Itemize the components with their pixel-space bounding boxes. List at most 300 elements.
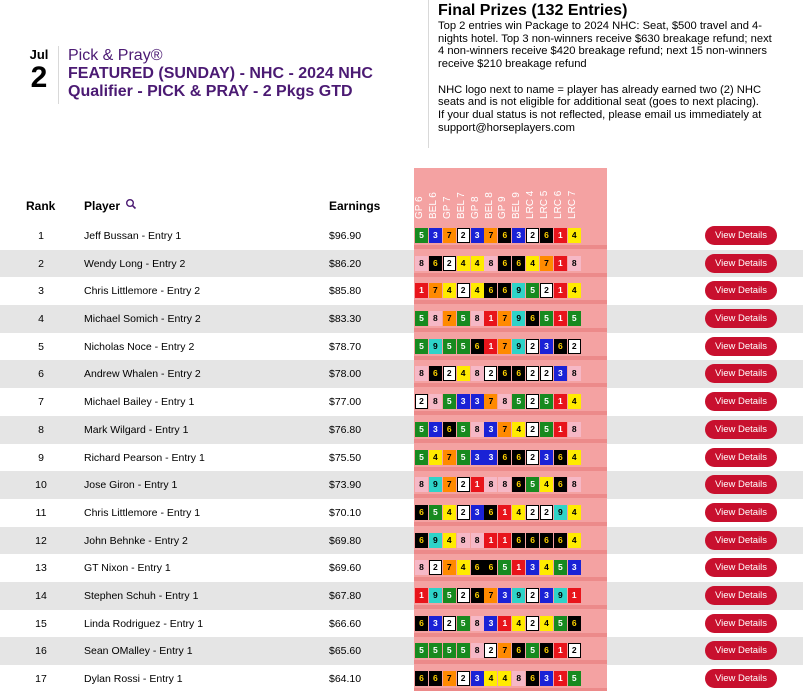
saddle-cloth-pick: 2 <box>526 505 539 520</box>
saddle-cloth-pick: 2 <box>526 394 539 409</box>
saddle-cloth-pick: 3 <box>568 560 581 575</box>
prizes-title: Final Prizes (132 Entries) <box>438 2 628 19</box>
player-name: Jeff Bussan - Entry 1 <box>84 230 182 242</box>
picks-strip <box>414 305 607 333</box>
earnings-cell: $77.00 <box>329 396 362 409</box>
saddle-cloth-pick: 8 <box>415 477 428 492</box>
saddle-cloth-pick: 3 <box>471 505 484 520</box>
saddle-cloth-pick: 8 <box>568 366 581 381</box>
table-row <box>0 388 803 416</box>
saddle-cloth-pick: 2 <box>540 505 553 520</box>
saddle-cloth-pick: 6 <box>554 339 567 354</box>
saddle-cloth-pick: 6 <box>540 228 553 243</box>
saddle-cloth-pick: 7 <box>498 422 511 437</box>
saddle-cloth-pick: 8 <box>568 477 581 492</box>
table-row <box>0 277 803 305</box>
table-row <box>0 582 803 610</box>
saddle-cloth-pick: 4 <box>457 256 470 271</box>
saddle-cloth-pick: 6 <box>540 643 553 658</box>
saddle-cloth-pick: 1 <box>554 228 567 243</box>
races-header <box>414 168 607 222</box>
saddle-cloth-pick: 1 <box>568 588 581 603</box>
saddle-cloth-pick: 8 <box>429 394 442 409</box>
picks-strip <box>414 333 607 361</box>
picks-cells <box>415 588 582 603</box>
saddle-cloth-pick: 6 <box>429 671 442 686</box>
saddle-cloth-pick: 3 <box>429 422 442 437</box>
picks-cells <box>415 616 582 631</box>
saddle-cloth-pick: 6 <box>526 311 539 326</box>
saddle-cloth-pick: 4 <box>457 560 470 575</box>
view-details-button[interactable]: View Details <box>705 586 777 605</box>
saddle-cloth-pick: 9 <box>429 339 442 354</box>
saddle-cloth-pick: 6 <box>415 505 428 520</box>
saddle-cloth-pick: 6 <box>498 228 511 243</box>
player-name: Richard Pearson - Entry 1 <box>84 451 205 464</box>
picks-strip-band <box>414 328 607 332</box>
rank-cell: 7 <box>38 396 44 409</box>
saddle-cloth-pick: 2 <box>526 228 539 243</box>
saddle-cloth-pick: 4 <box>540 560 553 575</box>
saddle-cloth-pick: 8 <box>512 671 525 686</box>
rank-cell: 13 <box>35 562 47 575</box>
saddle-cloth-pick: 9 <box>512 339 525 354</box>
saddle-cloth-pick: 3 <box>484 616 497 631</box>
saddle-cloth-pick: 6 <box>484 283 497 298</box>
saddle-cloth-pick: 6 <box>498 283 511 298</box>
rank-cell: 6 <box>38 368 44 381</box>
picks-cells <box>415 422 582 437</box>
saddle-cloth-pick: 3 <box>512 228 525 243</box>
saddle-cloth-pick: 1 <box>554 283 567 298</box>
picks-strip <box>414 637 607 665</box>
saddle-cloth-pick: 6 <box>498 450 511 465</box>
saddle-cloth-pick: 2 <box>526 366 539 381</box>
table-row <box>0 222 803 250</box>
picks-cells <box>415 477 582 492</box>
saddle-cloth-pick: 3 <box>540 339 553 354</box>
player-name: Michael Bailey - Entry 1 <box>84 396 195 409</box>
saddle-cloth-pick: 3 <box>429 228 442 243</box>
table-row <box>0 444 803 472</box>
picks-cells <box>415 671 582 686</box>
picks-cells <box>415 366 582 381</box>
view-details-button[interactable]: View Details <box>705 475 777 494</box>
picks-strip-band <box>414 467 607 471</box>
picks-strip <box>414 360 607 388</box>
saddle-cloth-pick: 4 <box>457 366 470 381</box>
saddle-cloth-pick: 2 <box>540 366 553 381</box>
player-name: Linda Rodriguez - Entry 1 <box>84 617 204 630</box>
prizes-panel <box>438 2 778 134</box>
picks-strip-band <box>414 300 607 304</box>
earnings-cell: $86.20 <box>329 257 362 270</box>
saddle-cloth-pick: 4 <box>568 283 581 298</box>
race-label-text: LRC 6 <box>553 190 564 219</box>
race-label <box>443 171 454 219</box>
saddle-cloth-pick: 3 <box>540 450 553 465</box>
race-label-text: LRC 7 <box>566 190 578 219</box>
saddle-cloth-pick: 7 <box>484 588 497 603</box>
saddle-cloth-pick: 5 <box>415 311 428 326</box>
saddle-cloth-pick: 2 <box>457 588 470 603</box>
saddle-cloth-pick: 6 <box>415 616 428 631</box>
player-name: Nicholas Noce - Entry 2 <box>84 340 195 353</box>
rank-cell: 5 <box>38 340 44 353</box>
table-row <box>0 637 803 665</box>
view-details-button[interactable]: View Details <box>705 420 777 439</box>
view-details-button[interactable]: View Details <box>705 669 777 688</box>
saddle-cloth-pick: 5 <box>457 311 470 326</box>
picks-strip <box>414 554 607 582</box>
saddle-cloth-pick: 8 <box>484 256 497 271</box>
picks-strip <box>414 222 607 250</box>
race-label <box>471 171 482 219</box>
picks-strip-band <box>414 577 607 581</box>
saddle-cloth-pick: 2 <box>526 450 539 465</box>
saddle-cloth-pick: 9 <box>512 311 525 326</box>
table-row <box>0 665 803 691</box>
saddle-cloth-pick: 9 <box>429 533 442 548</box>
saddle-cloth-pick: 6 <box>512 256 525 271</box>
earnings-cell: $69.60 <box>329 562 362 575</box>
picks-strip <box>414 665 607 691</box>
saddle-cloth-pick: 1 <box>554 643 567 658</box>
saddle-cloth-pick: 4 <box>429 450 442 465</box>
saddle-cloth-pick: 2 <box>457 283 470 298</box>
saddle-cloth-pick: 4 <box>512 616 525 631</box>
rank-cell: 8 <box>38 423 44 436</box>
race-label <box>498 171 509 219</box>
race-label-text: BEL 6 <box>427 192 439 219</box>
view-details-button[interactable]: View Details <box>705 281 777 300</box>
picks-strip <box>414 471 607 499</box>
saddle-cloth-pick: 8 <box>429 311 442 326</box>
picks-cells <box>415 283 582 298</box>
saddle-cloth-pick: 3 <box>471 671 484 686</box>
saddle-cloth-pick: 8 <box>415 560 428 575</box>
rank-cell: 16 <box>35 645 47 658</box>
saddle-cloth-pick: 4 <box>540 616 553 631</box>
saddle-cloth-pick: 3 <box>540 671 553 686</box>
saddle-cloth-pick: 8 <box>568 256 581 271</box>
saddle-cloth-pick: 3 <box>484 450 497 465</box>
view-details-button[interactable]: View Details <box>705 364 777 383</box>
saddle-cloth-pick: 8 <box>484 477 497 492</box>
player-name: John Behnke - Entry 2 <box>84 534 188 547</box>
picks-cells <box>415 228 582 243</box>
saddle-cloth-pick: 5 <box>415 643 428 658</box>
earnings-cell: $85.80 <box>329 285 362 298</box>
title-divider <box>58 46 59 104</box>
player-name: Wendy Long - Entry 2 <box>84 257 186 270</box>
saddle-cloth-pick: 2 <box>457 505 470 520</box>
view-details-button[interactable]: View Details <box>705 614 777 633</box>
saddle-cloth-pick: 2 <box>443 616 456 631</box>
picks-cells <box>415 533 582 548</box>
picks-strip-band <box>414 660 607 664</box>
saddle-cloth-pick: 6 <box>484 560 497 575</box>
picks-strip-band <box>414 494 607 498</box>
race-label <box>554 171 565 219</box>
saddle-cloth-pick: 5 <box>498 560 511 575</box>
saddle-cloth-pick: 1 <box>484 339 497 354</box>
saddle-cloth-pick: 5 <box>526 643 539 658</box>
table-row <box>0 499 803 527</box>
view-details-button[interactable]: View Details <box>705 558 777 577</box>
saddle-cloth-pick: 5 <box>415 339 428 354</box>
saddle-cloth-pick: 6 <box>429 256 442 271</box>
saddle-cloth-pick: 6 <box>512 366 525 381</box>
saddle-cloth-pick: 1 <box>554 671 567 686</box>
race-label <box>429 171 440 219</box>
saddle-cloth-pick: 6 <box>512 533 525 548</box>
race-label <box>457 171 468 219</box>
saddle-cloth-pick: 3 <box>471 450 484 465</box>
rank-cell: 11 <box>35 506 47 519</box>
saddle-cloth-pick: 5 <box>540 422 553 437</box>
saddle-cloth-pick: 6 <box>484 505 497 520</box>
saddle-cloth-pick: 8 <box>568 422 581 437</box>
table-row <box>0 471 803 499</box>
table-row <box>0 360 803 388</box>
contest-title: FEATURED (SUNDAY) - NHC - 2024 NHC Qualifier - PICK & PRAY - 2 Pkgs GTD <box>68 65 373 100</box>
saddle-cloth-pick: 6 <box>568 616 581 631</box>
prizes-line-2: NHC logo next to name = player has already earned two (2) NHC seats and is not eligible for additional seat (goes to next placing). <box>438 83 762 109</box>
table-row <box>0 333 803 361</box>
saddle-cloth-pick: 7 <box>443 671 456 686</box>
player-name: Andrew Whalen - Entry 2 <box>84 368 201 381</box>
saddle-cloth-pick: 9 <box>554 588 567 603</box>
picks-strip-band <box>414 383 607 387</box>
view-details-button[interactable]: View Details <box>705 503 777 522</box>
saddle-cloth-pick: 4 <box>498 671 511 686</box>
saddle-cloth-pick: 2 <box>540 283 553 298</box>
picks-strip-band <box>414 550 607 554</box>
earnings-column-header: Earnings <box>329 199 381 213</box>
saddle-cloth-pick: 8 <box>498 394 511 409</box>
saddle-cloth-pick: 5 <box>443 394 456 409</box>
saddle-cloth-pick: 6 <box>498 366 511 381</box>
saddle-cloth-pick: 6 <box>429 366 442 381</box>
view-details-button[interactable]: View Details <box>705 641 777 660</box>
picks-strip-band <box>414 633 607 637</box>
date-month: Jul <box>29 47 49 62</box>
saddle-cloth-pick: 8 <box>471 643 484 658</box>
view-details-button[interactable]: View Details <box>705 254 777 273</box>
saddle-cloth-pick: 8 <box>415 256 428 271</box>
player-name: Dylan Rossi - Entry 1 <box>84 673 183 685</box>
picks-strip-band <box>414 245 607 249</box>
view-details-button[interactable]: View Details <box>705 309 777 328</box>
saddle-cloth-pick: 6 <box>471 588 484 603</box>
saddle-cloth-pick: 5 <box>457 339 470 354</box>
saddle-cloth-pick: 6 <box>443 422 456 437</box>
saddle-cloth-pick: 6 <box>512 450 525 465</box>
prize-divider <box>428 0 429 148</box>
earnings-cell: $78.00 <box>329 368 362 381</box>
saddle-cloth-pick: 8 <box>471 616 484 631</box>
leaderboard-rows <box>0 222 803 691</box>
race-label <box>526 171 537 219</box>
saddle-cloth-pick: 9 <box>512 588 525 603</box>
table-row <box>0 527 803 555</box>
saddle-cloth-pick: 7 <box>498 311 511 326</box>
saddle-cloth-pick: 2 <box>457 228 470 243</box>
race-label <box>485 171 496 219</box>
saddle-cloth-pick: 4 <box>568 505 581 520</box>
saddle-cloth-pick: 5 <box>540 311 553 326</box>
search-icon[interactable] <box>125 198 137 210</box>
saddle-cloth-pick: 6 <box>554 477 567 492</box>
saddle-cloth-pick: 3 <box>540 588 553 603</box>
earnings-cell: $64.10 <box>329 673 362 685</box>
contest-block <box>68 47 408 101</box>
saddle-cloth-pick: 3 <box>484 422 497 437</box>
saddle-cloth-pick: 1 <box>554 256 567 271</box>
player-name: Mark Wilgard - Entry 1 <box>84 423 189 436</box>
saddle-cloth-pick: 5 <box>415 422 428 437</box>
saddle-cloth-pick: 2 <box>415 394 428 409</box>
rank-cell: 3 <box>38 285 44 298</box>
rank-cell: 12 <box>35 534 47 547</box>
earnings-cell: $83.30 <box>329 313 362 326</box>
view-details-button[interactable]: View Details <box>705 337 777 356</box>
saddle-cloth-pick: 4 <box>471 256 484 271</box>
saddle-cloth-pick: 5 <box>457 643 470 658</box>
saddle-cloth-pick: 4 <box>512 505 525 520</box>
saddle-cloth-pick: 1 <box>498 533 511 548</box>
saddle-cloth-pick: 1 <box>471 477 484 492</box>
view-details-button[interactable]: View Details <box>705 392 777 411</box>
picks-strip-band <box>414 411 607 415</box>
date-block <box>24 47 54 94</box>
saddle-cloth-pick: 6 <box>554 533 567 548</box>
saddle-cloth-pick: 8 <box>457 533 470 548</box>
rank-cell: 1 <box>38 230 44 242</box>
earnings-cell: $66.60 <box>329 617 362 630</box>
saddle-cloth-pick: 8 <box>471 422 484 437</box>
saddle-cloth-pick: 4 <box>568 450 581 465</box>
earnings-cell: $75.50 <box>329 451 362 464</box>
race-label <box>512 171 523 219</box>
saddle-cloth-pick: 5 <box>512 394 525 409</box>
table-row <box>0 250 803 278</box>
saddle-cloth-pick: 5 <box>429 643 442 658</box>
player-name: GT Nixon - Entry 1 <box>84 562 171 575</box>
picks-cells <box>415 450 582 465</box>
saddle-cloth-pick: 2 <box>526 339 539 354</box>
saddle-cloth-pick: 5 <box>443 588 456 603</box>
view-details-button[interactable]: View Details <box>705 531 777 550</box>
saddle-cloth-pick: 4 <box>568 394 581 409</box>
race-label-text: GP 9 <box>497 196 509 219</box>
saddle-cloth-pick: 5 <box>568 671 581 686</box>
picks-strip <box>414 499 607 527</box>
saddle-cloth-pick: 2 <box>526 422 539 437</box>
rank-cell: 17 <box>35 673 47 685</box>
rank-cell: 15 <box>35 617 47 630</box>
race-label-text: BEL 9 <box>511 192 523 219</box>
saddle-cloth-pick: 1 <box>415 588 428 603</box>
saddle-cloth-pick: 5 <box>443 339 456 354</box>
saddle-cloth-pick: 7 <box>484 394 497 409</box>
saddle-cloth-pick: 1 <box>484 311 497 326</box>
saddle-cloth-pick: 5 <box>568 311 581 326</box>
prizes-line-3: If your dual status is not reflected, please email us immediately at support@horseplayers.com <box>438 108 762 134</box>
table-row <box>0 305 803 333</box>
rank-column-header: Rank <box>26 199 56 213</box>
table-row <box>0 610 803 638</box>
view-details-button[interactable]: View Details <box>705 448 777 467</box>
saddle-cloth-pick: 7 <box>443 228 456 243</box>
saddle-cloth-pick: 4 <box>540 477 553 492</box>
saddle-cloth-pick: 6 <box>415 533 428 548</box>
saddle-cloth-pick: 7 <box>443 477 456 492</box>
saddle-cloth-pick: 4 <box>568 228 581 243</box>
race-label-text: LRC 5 <box>539 190 551 219</box>
saddle-cloth-pick: 4 <box>526 256 539 271</box>
saddle-cloth-pick: 2 <box>484 366 497 381</box>
picks-cells <box>415 311 582 326</box>
earnings-cell: $76.80 <box>329 423 362 436</box>
saddle-cloth-pick: 5 <box>429 505 442 520</box>
saddle-cloth-pick: 3 <box>498 588 511 603</box>
earnings-cell: $78.70 <box>329 340 362 353</box>
saddle-cloth-pick: 4 <box>512 422 525 437</box>
saddle-cloth-pick: 5 <box>554 560 567 575</box>
race-label <box>540 171 551 219</box>
earnings-cell: $65.60 <box>329 645 362 658</box>
saddle-cloth-pick: 2 <box>457 477 470 492</box>
saddle-cloth-pick: 3 <box>554 366 567 381</box>
saddle-cloth-pick: 2 <box>429 560 442 575</box>
picks-strip <box>414 527 607 555</box>
saddle-cloth-pick: 1 <box>415 283 428 298</box>
prizes-spacer <box>438 71 778 84</box>
saddle-cloth-pick: 2 <box>484 643 497 658</box>
saddle-cloth-pick: 3 <box>471 228 484 243</box>
saddle-cloth-pick: 4 <box>484 671 497 686</box>
saddle-cloth-pick: 6 <box>415 671 428 686</box>
picks-strip <box>414 610 607 638</box>
saddle-cloth-pick: 2 <box>568 339 581 354</box>
earnings-cell: $70.10 <box>329 506 362 519</box>
saddle-cloth-pick: 9 <box>512 283 525 298</box>
view-details-button[interactable]: View Details <box>705 226 777 245</box>
rank-cell: 2 <box>38 257 44 270</box>
saddle-cloth-pick: 5 <box>457 422 470 437</box>
picks-strip <box>414 416 607 444</box>
table-row <box>0 554 803 582</box>
saddle-cloth-pick: 8 <box>471 533 484 548</box>
saddle-cloth-pick: 8 <box>471 366 484 381</box>
saddle-cloth-pick: 2 <box>526 616 539 631</box>
race-label-text: GP 6 <box>414 196 425 219</box>
race-label-text: GP 8 <box>469 196 481 219</box>
saddle-cloth-pick: 1 <box>498 505 511 520</box>
race-label-text: BEL 8 <box>483 192 495 219</box>
saddle-cloth-pick: 4 <box>443 505 456 520</box>
saddle-cloth-pick: 6 <box>526 533 539 548</box>
saddle-cloth-pick: 6 <box>498 256 511 271</box>
prizes-line-1: Top 2 entries win Package to 2024 NHC: Seat, $500 travel and 4-nights hotel. Top 3 non-winners receive $630 breakage refund; next 4 non-winners receive $420 breakage refund; next 15 non-winners receive $210 breakage refund <box>438 20 772 71</box>
picks-cells <box>415 560 582 575</box>
saddle-cloth-pick: 6 <box>471 339 484 354</box>
saddle-cloth-pick: 2 <box>443 256 456 271</box>
saddle-cloth-pick: 2 <box>568 643 581 658</box>
saddle-cloth-pick: 1 <box>554 422 567 437</box>
